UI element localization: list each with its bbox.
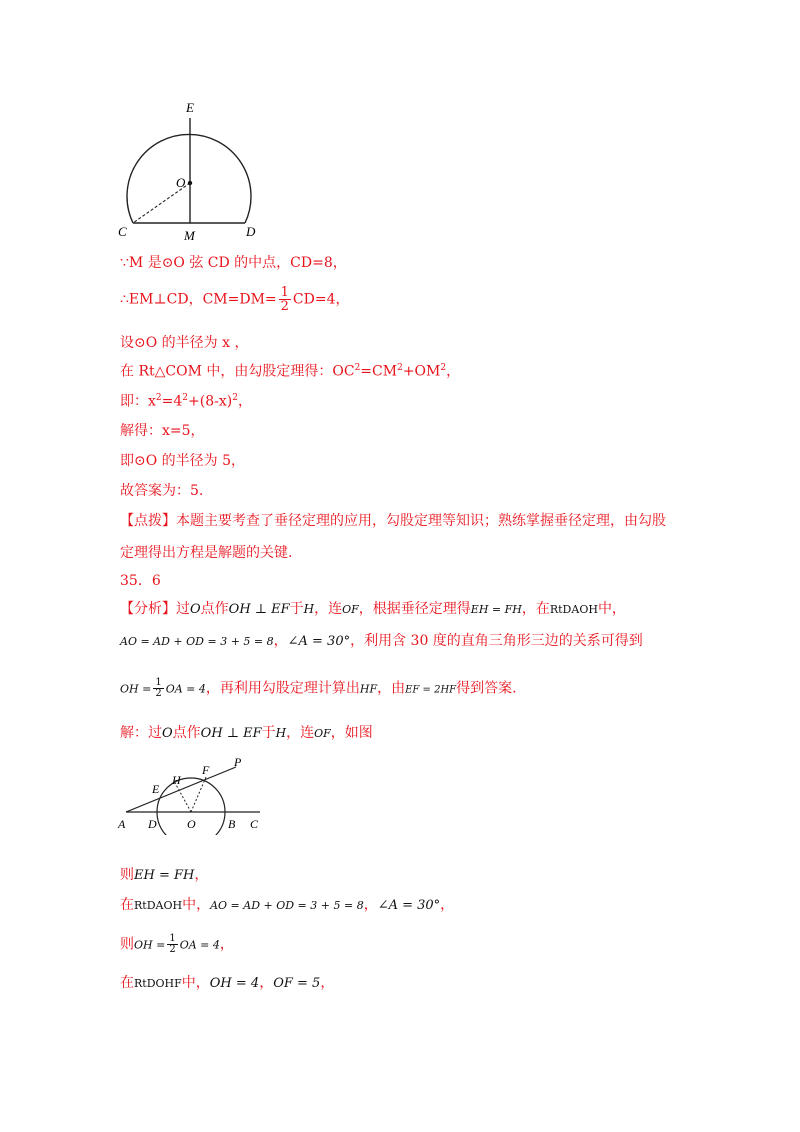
math-triangle: RtDOHF: [134, 977, 182, 990]
math-triangle: RtDAOH: [549, 603, 598, 616]
fraction-half: [153, 678, 163, 699]
label-h: H: [172, 773, 181, 787]
math-perpendicular: OH ⊥ EF: [228, 602, 290, 617]
ray-ap: [126, 767, 236, 812]
math-oh: OH =: [134, 938, 166, 952]
question-header: [120, 574, 161, 588]
label-c: C: [250, 817, 259, 831]
label-b: B: [228, 817, 236, 831]
solution-text: 则: [120, 936, 134, 953]
comment-line-2: [120, 546, 292, 560]
math-equation: AO = AD + OD = 3 + 5 = 8: [120, 635, 274, 648]
solution-text: 在: [120, 897, 134, 913]
q35-solution-line-5: [120, 976, 334, 990]
solution-text: 中，: [181, 975, 210, 991]
solution-text: ，: [194, 867, 209, 883]
solution-text: ，如图: [330, 725, 373, 741]
math-of: OF = 5: [273, 976, 321, 991]
solution-text: ，: [259, 975, 274, 991]
label-a: A: [118, 817, 126, 831]
solution-line-7: [120, 454, 245, 468]
analysis-line-2: [120, 634, 643, 648]
solution-text: ，: [363, 897, 378, 913]
analysis-text: 中，: [597, 601, 626, 617]
q35-solution-line-1: [120, 726, 373, 740]
solution-text: ，: [320, 975, 335, 991]
analysis-text: 得到答案.: [456, 680, 517, 697]
math-o: O: [190, 602, 201, 617]
fraction-half: [167, 934, 177, 955]
solution-line-2: [120, 286, 350, 313]
fraction-denominator: 2: [280, 299, 289, 314]
math-equation: EF = 2HF: [405, 684, 457, 696]
q35-solution-line-4: [120, 934, 234, 955]
solution-line-6: [120, 424, 205, 438]
center-point-o: [188, 181, 192, 185]
label-o: O: [187, 817, 196, 831]
math-angle: ∠A = 30°: [287, 634, 351, 649]
label-c: C: [118, 224, 127, 239]
label-e: E: [152, 782, 160, 796]
solution-text: 在 Rt△COM 中，由勾股定理得：OC: [120, 363, 355, 380]
superscript: 2: [232, 393, 238, 403]
superscript: 2: [354, 363, 361, 373]
math-h: H: [275, 726, 287, 740]
comment-line-1: [120, 514, 666, 528]
math-of: OF: [342, 603, 359, 616]
solution-text: 设⊙O 的半径为 x ，: [120, 335, 249, 351]
solution-text: 于: [261, 725, 276, 741]
math-oa: OA = 4: [179, 938, 220, 952]
math-oh: OH =: [120, 682, 152, 696]
solution-text: ∵M 是⊙O 弦 CD 的中点，CD=8，: [120, 255, 347, 271]
solution-text: =CM: [360, 363, 398, 380]
math-oh: OH = 4: [209, 976, 260, 991]
fraction-numerator: 1: [169, 933, 176, 944]
analysis-text: ，连: [314, 601, 343, 617]
solution-text: ，: [219, 936, 234, 953]
solution-text: 点作: [172, 725, 201, 741]
solution-text: 即⊙O 的半径为 5，: [120, 453, 246, 469]
solution-text: ，: [446, 363, 461, 380]
solution-text: 即：x: [120, 393, 156, 410]
superscript: 2: [440, 363, 447, 373]
solution-line-5: [120, 394, 252, 409]
label-d: D: [246, 224, 256, 239]
math-angle: ∠A = 30°: [377, 898, 441, 913]
math-of: OF: [314, 727, 331, 740]
solution-text: +(8-x): [188, 393, 233, 410]
circle-chord-figure: [108, 98, 278, 248]
math-hf: HF: [359, 682, 378, 696]
solution-text: 中，: [182, 897, 211, 913]
superscript: 2: [397, 363, 403, 373]
solution-text: CD=4，: [292, 291, 350, 308]
analysis-text: ，利用含 30 度的直角三角形三边的关系可得到: [350, 633, 643, 649]
label-m: M: [184, 228, 195, 243]
label-f: F: [202, 763, 210, 777]
superscript: 2: [155, 393, 162, 403]
analysis-text: ，再利用勾股定理计算出: [205, 680, 360, 697]
math-oa: OA = 4: [165, 682, 206, 696]
analysis-text: ，根据垂径定理得: [358, 601, 471, 617]
math-h: H: [303, 602, 315, 616]
analysis-text: ，: [273, 633, 288, 649]
fraction-numerator: 1: [280, 285, 289, 300]
tangent-circle-figure: [108, 755, 278, 835]
solution-text: ，连: [286, 725, 315, 741]
math-triangle: RtDAOH: [134, 899, 183, 912]
analysis-text: ，由: [377, 680, 406, 697]
math-equation: EH = FH: [134, 868, 195, 883]
q35-solution-line-2: [120, 868, 208, 882]
solution-line-1: [120, 256, 347, 270]
solution-text: ，: [440, 897, 455, 913]
comment-text: 【点拨】本题主要考查了垂径定理的应用，勾股定理等知识；熟练掌握垂径定理，由勾股: [120, 513, 666, 529]
solution-text: +OM: [402, 363, 441, 380]
solution-text: 解得：x=5，: [120, 423, 205, 439]
solution-line-3: [120, 336, 248, 350]
analysis-text: ，在: [521, 601, 550, 617]
label-d: D: [148, 817, 157, 831]
label-e: E: [186, 100, 194, 115]
question-number: 35．6: [120, 573, 161, 589]
fraction-denominator: 2: [155, 688, 162, 699]
math-equation: EH = FH: [470, 603, 522, 616]
solution-text: 则: [120, 867, 134, 883]
analysis-line-1: [120, 602, 626, 616]
solution-line-4: [120, 364, 460, 379]
analysis-text: 【分析】过: [120, 601, 190, 617]
label-o: O: [176, 175, 186, 190]
solution-text: ，: [237, 393, 252, 410]
solution-text: 故答案为：5.: [120, 483, 204, 499]
analysis-text: 点作: [200, 601, 229, 617]
fraction-numerator: 1: [155, 677, 162, 688]
solution-text: 解：过: [120, 725, 162, 741]
math-o: O: [162, 726, 173, 741]
fraction-half: [279, 286, 291, 313]
label-p: P: [234, 755, 242, 769]
analysis-line-3: [120, 678, 517, 699]
solution-text: =4: [161, 393, 183, 410]
circle-arc: [127, 134, 251, 223]
superscript: 2: [182, 393, 189, 403]
analysis-text: 于: [289, 601, 304, 617]
fraction-denominator: 2: [169, 944, 176, 955]
solution-text: 在: [120, 975, 134, 991]
math-perpendicular: OH ⊥ EF: [200, 726, 262, 741]
math-equation: AO = AD + OD = 3 + 5 = 8: [210, 899, 364, 912]
solution-text: ∴EM⊥CD，CM=DM=: [120, 291, 277, 308]
q35-solution-line-3: [120, 898, 454, 912]
comment-text: 定理得出方程是解题的关键.: [120, 545, 293, 561]
solution-line-8: [120, 484, 203, 498]
